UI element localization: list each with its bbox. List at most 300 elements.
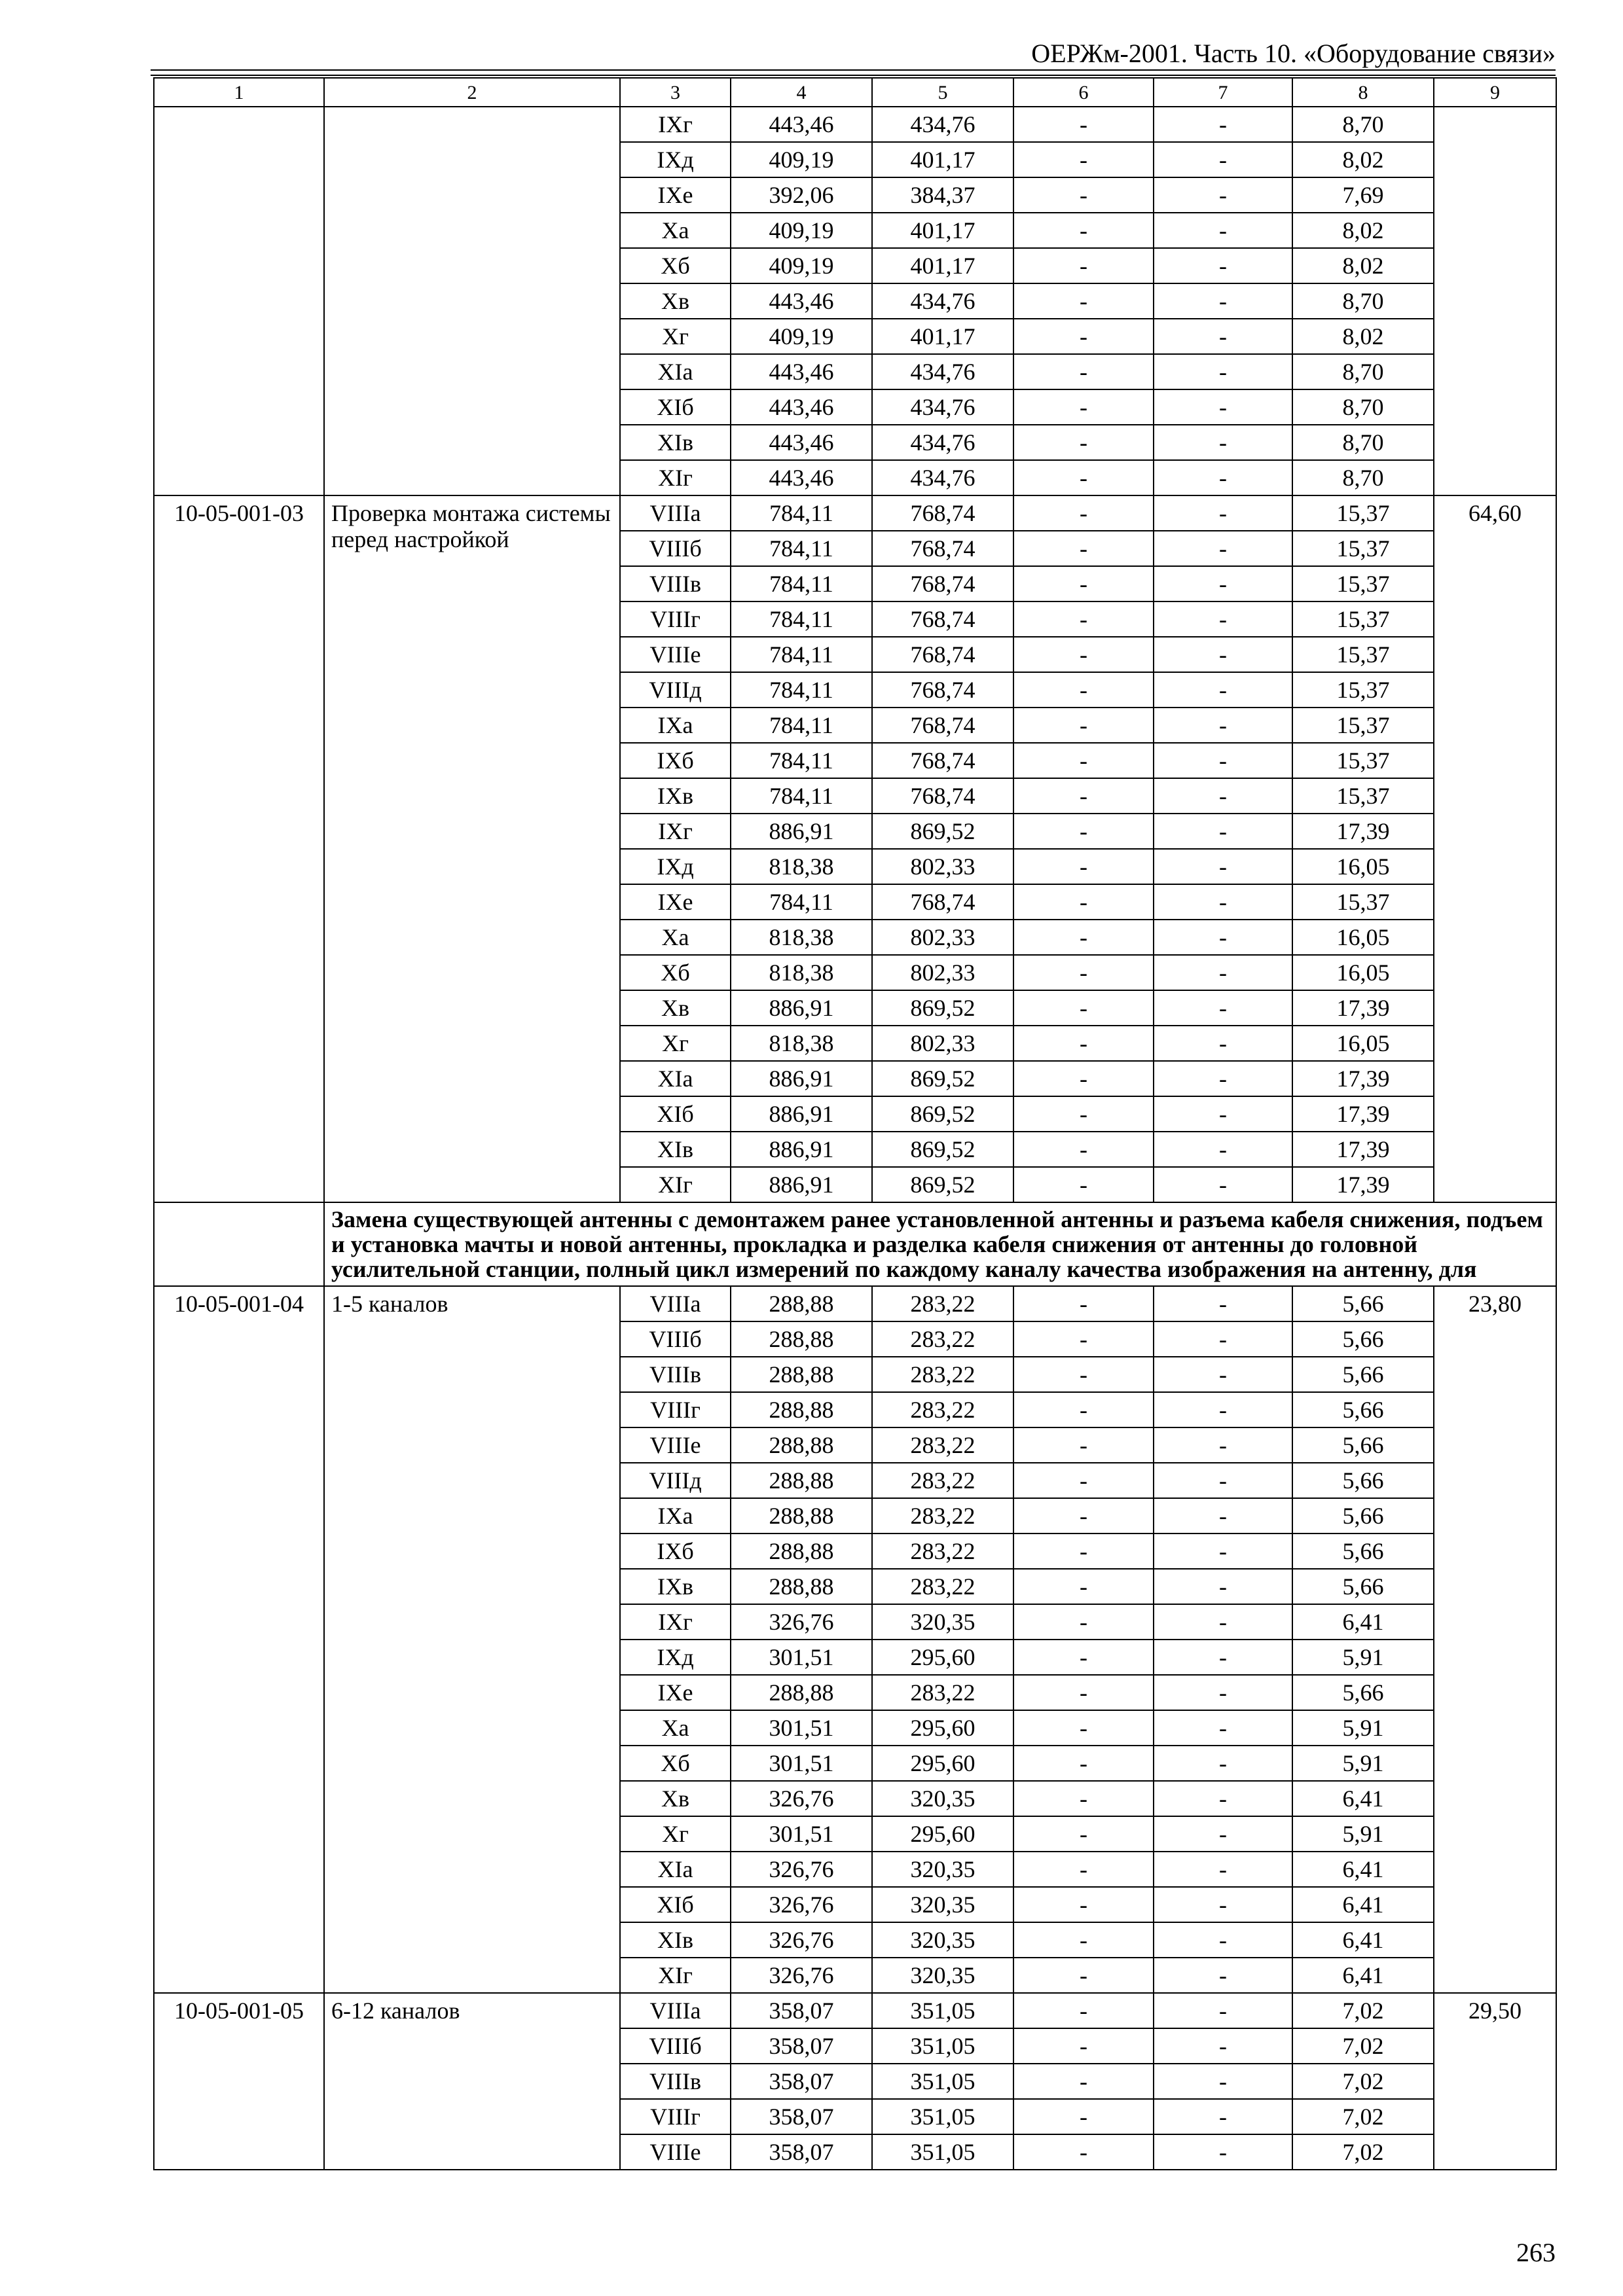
value-cell-col7: - <box>1154 319 1292 354</box>
value-cell-col7: - <box>1154 566 1292 601</box>
value-cell-col4: 358,07 <box>731 2134 872 2170</box>
value-cell-col7: - <box>1154 1096 1292 1132</box>
zone-cell: XIа <box>620 1061 731 1096</box>
value-cell-col7: - <box>1154 920 1292 955</box>
value-cell-col7: - <box>1154 743 1292 778</box>
table-body <box>154 78 1556 2170</box>
value-cell-col8: 17,39 <box>1292 990 1434 1026</box>
col-header-3: 3 <box>620 78 731 107</box>
col-header-6: 6 <box>1013 78 1154 107</box>
value-cell-col6: - <box>1013 1852 1154 1887</box>
zone-cell: XIв <box>620 1132 731 1167</box>
value-cell-col6: - <box>1013 142 1154 177</box>
value-cell-col4: 818,38 <box>731 849 872 884</box>
value-cell-col7: - <box>1154 1816 1292 1852</box>
value-cell-col6: - <box>1013 1392 1154 1427</box>
value-cell-col5: 434,76 <box>872 389 1013 425</box>
value-cell-col6: - <box>1013 743 1154 778</box>
value-cell-col6: - <box>1013 1922 1154 1958</box>
value-cell-col5: 768,74 <box>872 495 1013 531</box>
value-cell-col6: - <box>1013 460 1154 495</box>
value-cell-col7: - <box>1154 990 1292 1026</box>
value-cell-col5: 768,74 <box>872 672 1013 708</box>
value-cell-col5: 320,35 <box>872 1781 1013 1816</box>
value-cell-col5: 869,52 <box>872 1061 1013 1096</box>
value-cell-col5: 283,22 <box>872 1392 1013 1427</box>
zone-cell: IXг <box>620 814 731 849</box>
value-cell-col6: - <box>1013 778 1154 814</box>
value-cell-col5: 283,22 <box>872 1427 1013 1463</box>
value-cell-col6: - <box>1013 1640 1154 1675</box>
zone-cell: VIIIд <box>620 1463 731 1498</box>
value-cell-col6: - <box>1013 1132 1154 1167</box>
value-cell-col8: 7,69 <box>1292 177 1434 213</box>
value-cell-col7: - <box>1154 955 1292 990</box>
value-cell-col8: 5,66 <box>1292 1321 1434 1357</box>
value-cell-col6: - <box>1013 531 1154 566</box>
value-cell-col5: 351,05 <box>872 2064 1013 2099</box>
value-cell-col8: 15,37 <box>1292 601 1434 637</box>
value-cell-col7: - <box>1154 1132 1292 1167</box>
value-cell-col4: 288,88 <box>731 1675 872 1710</box>
value-cell-col6: - <box>1013 637 1154 672</box>
value-cell-col6: - <box>1013 2064 1154 2099</box>
rate-code <box>154 107 324 495</box>
value-cell-col4: 288,88 <box>731 1463 872 1498</box>
value-cell-col8: 6,41 <box>1292 1852 1434 1887</box>
zone-cell: Xа <box>620 920 731 955</box>
value-cell-col4: 358,07 <box>731 2099 872 2134</box>
value-cell-col6: - <box>1013 319 1154 354</box>
value-cell-col7: - <box>1154 1640 1292 1675</box>
value-cell-col6: - <box>1013 1427 1154 1463</box>
value-cell-col7: - <box>1154 708 1292 743</box>
value-cell-col6: - <box>1013 1746 1154 1781</box>
work-name: Проверка монтажа системы перед настройкой <box>324 495 620 1202</box>
value-cell-col4: 784,11 <box>731 531 872 566</box>
value-cell-col5: 320,35 <box>872 1887 1013 1922</box>
value-cell-col7: - <box>1154 531 1292 566</box>
zone-cell: XIв <box>620 1922 731 1958</box>
value-cell-col8: 6,41 <box>1292 1958 1434 1993</box>
value-cell-col7: - <box>1154 637 1292 672</box>
value-cell-col7: - <box>1154 1852 1292 1887</box>
value-cell-col8: 5,91 <box>1292 1640 1434 1675</box>
col-header-1: 1 <box>154 78 324 107</box>
value-cell-col4: 288,88 <box>731 1569 872 1604</box>
value-cell-col6: - <box>1013 708 1154 743</box>
value-cell-col8: 7,02 <box>1292 2099 1434 2134</box>
zone-cell: XIа <box>620 354 731 389</box>
table-row <box>154 1993 1556 2028</box>
value-cell-col5: 283,22 <box>872 1498 1013 1534</box>
value-cell-col4: 326,76 <box>731 1922 872 1958</box>
value-cell-col5: 295,60 <box>872 1710 1013 1746</box>
value-cell-col8: 6,41 <box>1292 1781 1434 1816</box>
value-cell-col5: 768,74 <box>872 566 1013 601</box>
value-cell-col7: - <box>1154 601 1292 637</box>
value-cell-col7: - <box>1154 1498 1292 1534</box>
value-cell-col6: - <box>1013 283 1154 319</box>
value-cell-col4: 443,46 <box>731 389 872 425</box>
value-cell-col8: 17,39 <box>1292 814 1434 849</box>
zone-cell: IXд <box>620 142 731 177</box>
value-cell-col5: 768,74 <box>872 601 1013 637</box>
value-cell-col4: 886,91 <box>731 814 872 849</box>
value-cell-col4: 288,88 <box>731 1498 872 1534</box>
value-cell-col5: 768,74 <box>872 743 1013 778</box>
value-cell-col5: 434,76 <box>872 460 1013 495</box>
zone-cell: VIIIб <box>620 531 731 566</box>
value-cell-col6: - <box>1013 389 1154 425</box>
value-cell-col8: 15,37 <box>1292 672 1434 708</box>
value-cell-col7: - <box>1154 1286 1292 1321</box>
value-cell-col8: 17,39 <box>1292 1061 1434 1096</box>
value-cell-col6: - <box>1013 2134 1154 2170</box>
value-cell-col4: 818,38 <box>731 920 872 955</box>
zone-cell: XIб <box>620 1096 731 1132</box>
value-cell-col5: 869,52 <box>872 1167 1013 1202</box>
value-cell-col8: 5,66 <box>1292 1392 1434 1427</box>
value-cell-col5: 320,35 <box>872 1852 1013 1887</box>
value-cell-col8: 7,02 <box>1292 2064 1434 2099</box>
value-cell-col8: 5,91 <box>1292 1746 1434 1781</box>
value-cell-col7: - <box>1154 248 1292 283</box>
value-cell-col4: 301,51 <box>731 1816 872 1852</box>
zone-cell: VIIIа <box>620 1993 731 2028</box>
value-cell-col4: 443,46 <box>731 354 872 389</box>
value-cell-col8: 8,70 <box>1292 354 1434 389</box>
value-cell-col5: 283,22 <box>872 1357 1013 1392</box>
zone-cell: VIIIе <box>620 637 731 672</box>
value-cell-col7: - <box>1154 1710 1292 1746</box>
value-cell-col8: 7,02 <box>1292 2028 1434 2064</box>
value-cell-col8: 6,41 <box>1292 1604 1434 1640</box>
value-cell-col4: 409,19 <box>731 213 872 248</box>
value-cell-col6: - <box>1013 849 1154 884</box>
value-cell-col6: - <box>1013 213 1154 248</box>
value-cell-col5: 768,74 <box>872 637 1013 672</box>
value-cell-col5: 320,35 <box>872 1604 1013 1640</box>
value-cell-col5: 869,52 <box>872 990 1013 1026</box>
zone-cell: VIIIа <box>620 495 731 531</box>
value-cell-col5: 869,52 <box>872 814 1013 849</box>
value-cell-col6: - <box>1013 1781 1154 1816</box>
value-cell-col6: - <box>1013 884 1154 920</box>
value-cell-col6: - <box>1013 1887 1154 1922</box>
zone-cell: Xв <box>620 1781 731 1816</box>
value-cell-col6: - <box>1013 920 1154 955</box>
value-cell-col6: - <box>1013 1958 1154 1993</box>
zone-cell: VIIIг <box>620 601 731 637</box>
value-cell-col4: 443,46 <box>731 425 872 460</box>
zone-cell: IXг <box>620 1604 731 1640</box>
value-cell-col5: 434,76 <box>872 425 1013 460</box>
zone-cell: VIIIе <box>620 2134 731 2170</box>
zone-cell: Xа <box>620 1710 731 1746</box>
value-cell-col5: 768,74 <box>872 884 1013 920</box>
zone-cell: VIIIв <box>620 2064 731 2099</box>
header-rule <box>151 75 1556 76</box>
value-cell-col8: 15,37 <box>1292 566 1434 601</box>
col-header-8: 8 <box>1292 78 1434 107</box>
value-cell-col6: - <box>1013 814 1154 849</box>
value-cell-col4: 443,46 <box>731 283 872 319</box>
value-cell-col6: - <box>1013 1604 1154 1640</box>
value-cell-col8: 5,66 <box>1292 1569 1434 1604</box>
value-cell-col7: - <box>1154 142 1292 177</box>
value-cell-col6: - <box>1013 1534 1154 1569</box>
value-cell-col7: - <box>1154 1463 1292 1498</box>
section-blank-cell <box>154 1202 324 1286</box>
value-cell-col5: 384,37 <box>872 177 1013 213</box>
value-cell-col6: - <box>1013 1569 1154 1604</box>
value-cell-col5: 351,05 <box>872 2099 1013 2134</box>
value-cell-col5: 802,33 <box>872 1026 1013 1061</box>
work-name: 1-5 каналов <box>324 1286 620 1993</box>
table-row <box>154 1286 1556 1321</box>
value-cell-col4: 784,11 <box>731 708 872 743</box>
value-cell-col7: - <box>1154 1392 1292 1427</box>
value-cell-col4: 409,19 <box>731 248 872 283</box>
value-cell-col5: 434,76 <box>872 283 1013 319</box>
value-cell-col5: 869,52 <box>872 1132 1013 1167</box>
col9-value <box>1434 107 1556 495</box>
value-cell-col6: - <box>1013 1357 1154 1392</box>
value-cell-col7: - <box>1154 814 1292 849</box>
section-heading: Замена существующей антенны с демонтажем ранее установленной антенны и разъема кабеля снижения, подъем и установка мачты и новой антенны, прокладка и разделка кабеля снижения от антенны до головной усилительной станции, полный цикл измерений по каждому каналу качества изображения на антенну, для <box>324 1202 1556 1286</box>
value-cell-col7: - <box>1154 1167 1292 1202</box>
value-cell-col4: 886,91 <box>731 1132 872 1167</box>
section-heading-row <box>154 1202 1556 1286</box>
zone-cell: Xв <box>620 990 731 1026</box>
zone-cell: Xа <box>620 213 731 248</box>
value-cell-col5: 434,76 <box>872 354 1013 389</box>
value-cell-col7: - <box>1154 1357 1292 1392</box>
value-cell-col5: 283,22 <box>872 1463 1013 1498</box>
zone-cell: IXв <box>620 778 731 814</box>
value-cell-col4: 301,51 <box>731 1710 872 1746</box>
value-cell-col4: 326,76 <box>731 1852 872 1887</box>
value-cell-col4: 443,46 <box>731 460 872 495</box>
col-header-7: 7 <box>1154 78 1292 107</box>
value-cell-col8: 5,66 <box>1292 1463 1434 1498</box>
value-cell-col7: - <box>1154 1026 1292 1061</box>
value-cell-col8: 8,02 <box>1292 319 1434 354</box>
zone-cell: IXб <box>620 1534 731 1569</box>
value-cell-col4: 784,11 <box>731 566 872 601</box>
col-header-4: 4 <box>731 78 872 107</box>
value-cell-col6: - <box>1013 495 1154 531</box>
value-cell-col6: - <box>1013 1463 1154 1498</box>
zone-cell: Xг <box>620 1026 731 1061</box>
value-cell-col4: 326,76 <box>731 1604 872 1640</box>
value-cell-col8: 15,37 <box>1292 743 1434 778</box>
value-cell-col7: - <box>1154 107 1292 142</box>
value-cell-col6: - <box>1013 1286 1154 1321</box>
zone-cell: XIа <box>620 1852 731 1887</box>
zone-cell: Xв <box>620 283 731 319</box>
value-cell-col6: - <box>1013 1710 1154 1746</box>
zone-cell: VIIIа <box>620 1286 731 1321</box>
value-cell-col6: - <box>1013 1498 1154 1534</box>
value-cell-col4: 301,51 <box>731 1640 872 1675</box>
value-cell-col8: 15,37 <box>1292 531 1434 566</box>
value-cell-col4: 288,88 <box>731 1286 872 1321</box>
value-cell-col7: - <box>1154 283 1292 319</box>
rate-code: 10-05-001-03 <box>154 495 324 1202</box>
value-cell-col7: - <box>1154 1321 1292 1357</box>
value-cell-col4: 886,91 <box>731 1167 872 1202</box>
value-cell-col7: - <box>1154 2134 1292 2170</box>
zone-cell: VIIIв <box>620 566 731 601</box>
value-cell-col5: 802,33 <box>872 955 1013 990</box>
value-cell-col7: - <box>1154 1781 1292 1816</box>
value-cell-col8: 5,91 <box>1292 1710 1434 1746</box>
value-cell-col8: 8,70 <box>1292 460 1434 495</box>
value-cell-col6: - <box>1013 566 1154 601</box>
value-cell-col4: 288,88 <box>731 1392 872 1427</box>
value-cell-col5: 283,22 <box>872 1321 1013 1357</box>
value-cell-col6: - <box>1013 2028 1154 2064</box>
zone-cell: XIв <box>620 425 731 460</box>
running-header: ОЕРЖм-2001. Часть 10. «Оборудование связи» <box>151 38 1556 71</box>
value-cell-col8: 8,70 <box>1292 389 1434 425</box>
value-cell-col7: - <box>1154 1569 1292 1604</box>
value-cell-col6: - <box>1013 248 1154 283</box>
zone-cell: XIб <box>620 1887 731 1922</box>
zone-cell: IXд <box>620 849 731 884</box>
value-cell-col7: - <box>1154 1887 1292 1922</box>
value-cell-col8: 8,02 <box>1292 213 1434 248</box>
value-cell-col5: 283,22 <box>872 1286 1013 1321</box>
value-cell-col5: 768,74 <box>872 708 1013 743</box>
value-cell-col6: - <box>1013 1321 1154 1357</box>
zone-cell: VIIIб <box>620 1321 731 1357</box>
value-cell-col5: 869,52 <box>872 1096 1013 1132</box>
value-cell-col4: 326,76 <box>731 1958 872 1993</box>
zone-cell: IXе <box>620 884 731 920</box>
value-cell-col4: 288,88 <box>731 1321 872 1357</box>
zone-cell: IXб <box>620 743 731 778</box>
value-cell-col7: - <box>1154 1534 1292 1569</box>
zone-cell: XIб <box>620 389 731 425</box>
zone-cell: IXг <box>620 107 731 142</box>
value-cell-col8: 5,66 <box>1292 1675 1434 1710</box>
value-cell-col7: - <box>1154 495 1292 531</box>
value-cell-col4: 886,91 <box>731 990 872 1026</box>
value-cell-col8: 5,66 <box>1292 1286 1434 1321</box>
col9-value: 64,60 <box>1434 495 1556 1202</box>
value-cell-col8: 7,02 <box>1292 1993 1434 2028</box>
zone-cell: IXа <box>620 708 731 743</box>
value-cell-col8: 16,05 <box>1292 1026 1434 1061</box>
value-cell-col7: - <box>1154 1675 1292 1710</box>
rates-table <box>153 77 1557 2170</box>
value-cell-col4: 784,11 <box>731 637 872 672</box>
value-cell-col8: 15,37 <box>1292 637 1434 672</box>
value-cell-col7: - <box>1154 1993 1292 2028</box>
zone-cell: IXе <box>620 1675 731 1710</box>
value-cell-col7: - <box>1154 2099 1292 2134</box>
value-cell-col5: 401,17 <box>872 142 1013 177</box>
value-cell-col4: 326,76 <box>731 1781 872 1816</box>
value-cell-col7: - <box>1154 1746 1292 1781</box>
value-cell-col8: 5,66 <box>1292 1498 1434 1534</box>
value-cell-col8: 5,66 <box>1292 1357 1434 1392</box>
zone-cell: VIIIе <box>620 1427 731 1463</box>
value-cell-col8: 6,41 <box>1292 1887 1434 1922</box>
value-cell-col8: 8,70 <box>1292 107 1434 142</box>
value-cell-col4: 784,11 <box>731 672 872 708</box>
value-cell-col5: 401,17 <box>872 319 1013 354</box>
zone-cell: VIIIб <box>620 2028 731 2064</box>
value-cell-col5: 401,17 <box>872 213 1013 248</box>
value-cell-col8: 7,02 <box>1292 2134 1434 2170</box>
value-cell-col7: - <box>1154 1061 1292 1096</box>
value-cell-col7: - <box>1154 213 1292 248</box>
value-cell-col8: 15,37 <box>1292 708 1434 743</box>
value-cell-col5: 320,35 <box>872 1922 1013 1958</box>
page-number: 263 <box>1516 2238 1556 2267</box>
zone-cell: IXд <box>620 1640 731 1675</box>
zone-cell: XIг <box>620 1167 731 1202</box>
table-row <box>154 495 1556 531</box>
zone-cell: Xб <box>620 1746 731 1781</box>
value-cell-col4: 409,19 <box>731 319 872 354</box>
value-cell-col6: - <box>1013 177 1154 213</box>
value-cell-col6: - <box>1013 1675 1154 1710</box>
value-cell-col8: 8,70 <box>1292 283 1434 319</box>
value-cell-col5: 295,60 <box>872 1746 1013 1781</box>
value-cell-col4: 288,88 <box>731 1534 872 1569</box>
value-cell-col8: 17,39 <box>1292 1167 1434 1202</box>
zone-cell: VIIIд <box>620 672 731 708</box>
value-cell-col6: - <box>1013 354 1154 389</box>
value-cell-col8: 15,37 <box>1292 778 1434 814</box>
value-cell-col8: 5,91 <box>1292 1816 1434 1852</box>
value-cell-col5: 768,74 <box>872 531 1013 566</box>
zone-cell: Xг <box>620 1816 731 1852</box>
value-cell-col6: - <box>1013 672 1154 708</box>
value-cell-col5: 320,35 <box>872 1958 1013 1993</box>
value-cell-col8: 8,02 <box>1292 142 1434 177</box>
value-cell-col5: 351,05 <box>872 2028 1013 2064</box>
value-cell-col4: 784,11 <box>731 601 872 637</box>
value-cell-col5: 283,22 <box>872 1675 1013 1710</box>
value-cell-col8: 17,39 <box>1292 1132 1434 1167</box>
value-cell-col4: 288,88 <box>731 1427 872 1463</box>
value-cell-col6: - <box>1013 107 1154 142</box>
zone-cell: VIIIг <box>620 1392 731 1427</box>
value-cell-col4: 784,11 <box>731 884 872 920</box>
value-cell-col7: - <box>1154 849 1292 884</box>
value-cell-col5: 802,33 <box>872 920 1013 955</box>
value-cell-col6: - <box>1013 955 1154 990</box>
value-cell-col4: 886,91 <box>731 1096 872 1132</box>
zone-cell: XIг <box>620 1958 731 1993</box>
rate-code: 10-05-001-04 <box>154 1286 324 1993</box>
value-cell-col8: 16,05 <box>1292 955 1434 990</box>
column-number-row <box>154 78 1556 107</box>
value-cell-col8: 15,37 <box>1292 495 1434 531</box>
value-cell-col8: 16,05 <box>1292 920 1434 955</box>
value-cell-col4: 784,11 <box>731 495 872 531</box>
zone-cell: Xб <box>620 955 731 990</box>
value-cell-col8: 5,66 <box>1292 1427 1434 1463</box>
value-cell-col4: 886,91 <box>731 1061 872 1096</box>
value-cell-col5: 351,05 <box>872 2134 1013 2170</box>
